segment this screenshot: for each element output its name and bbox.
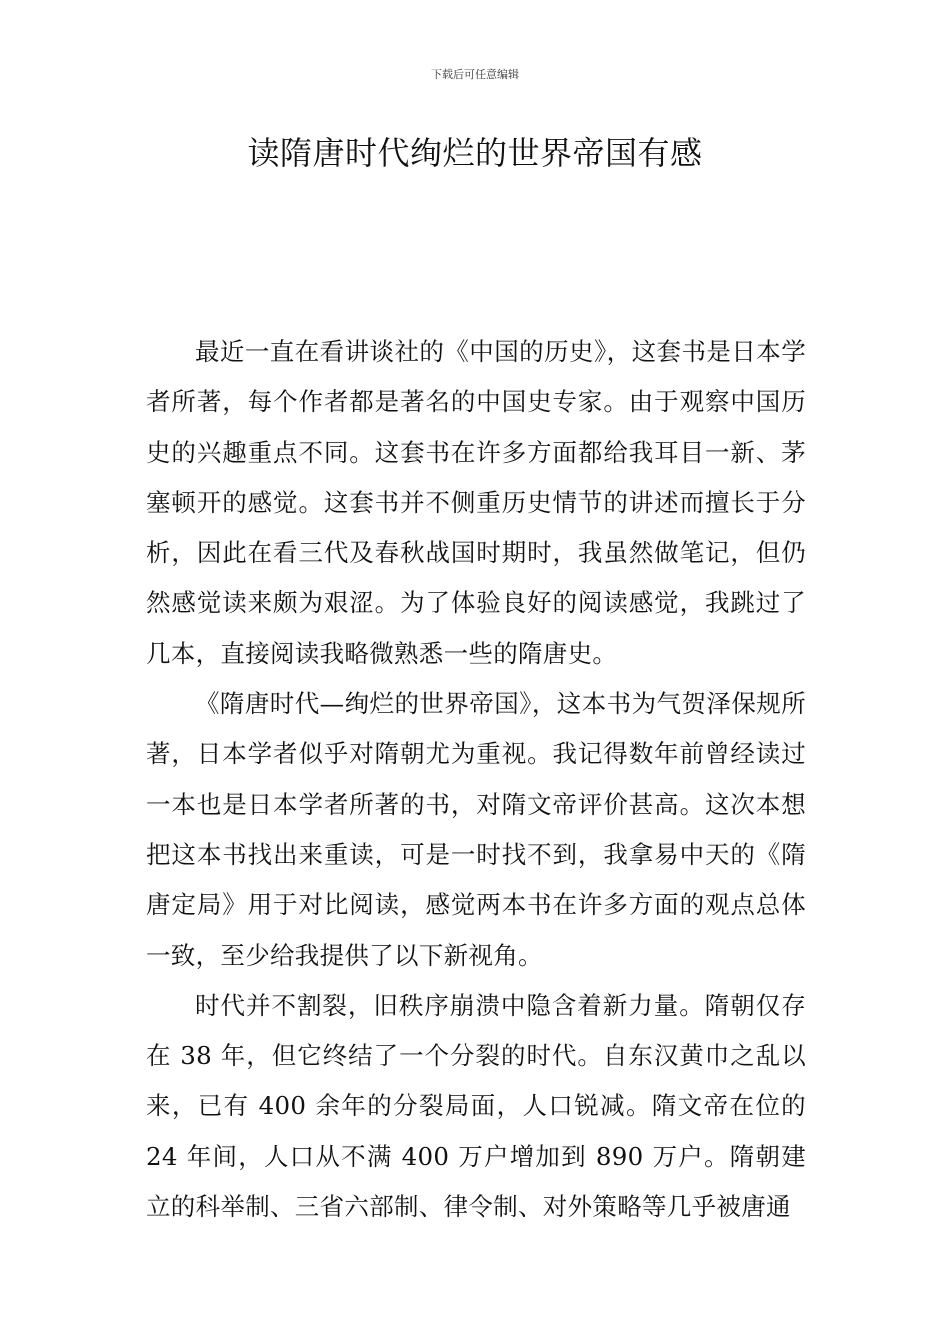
paragraph-2: 《隋唐时代—绚烂的世界帝国》，这本书为气贺泽保规所著，日本学者似乎对隋朝尤为重视。我记得数年前曾经读过一本也是日本学者所著的书，对隋文帝评价甚高。这次本想把这本书找出来重读，可是一时找不到，我拿易中天的《隋唐定局》用于对比阅读，感觉两本书在许多方面的观点总体一致，至少给我提供了以下新视角。 <box>146 689 806 970</box>
paragraph-3: 时代并不割裂，旧秩序崩溃中隐含着新力量。隋朝仅存在 38 年，但它终结了一个分裂的时代。自东汉黄巾之乱以来，已有 400 余年的分裂局面，人口锐减。隋文帝在位的 24 年间，人口从不满 400 万户增加到 890 万户。隋朝建立的科举制、三省六部制、律令制、对外策略等几乎被唐通 <box>146 990 806 1222</box>
document-title: 读隋唐时代绚烂的世界帝国有感 <box>247 134 703 172</box>
document-body <box>146 327 806 1232</box>
paragraph-1: 最近一直在看讲谈社的《中国的历史》，这套书是日本学者所著，每个作者都是著名的中国史专家。由于观察中国历史的兴趣重点不同。这套书在许多方面都给我耳目一新、茅塞顿开的感觉。这套书并不侧重历史情节的讲述而擅长于分析，因此在看三代及春秋战国时期时，我虽然做笔记，但仍然感觉读来颇为艰涩。为了体验良好的阅读感觉，我跳过了几本，直接阅读我略微熟悉一些的隋唐史。 <box>146 337 806 668</box>
page-header-note: 下载后可任意编辑 <box>431 68 519 81</box>
